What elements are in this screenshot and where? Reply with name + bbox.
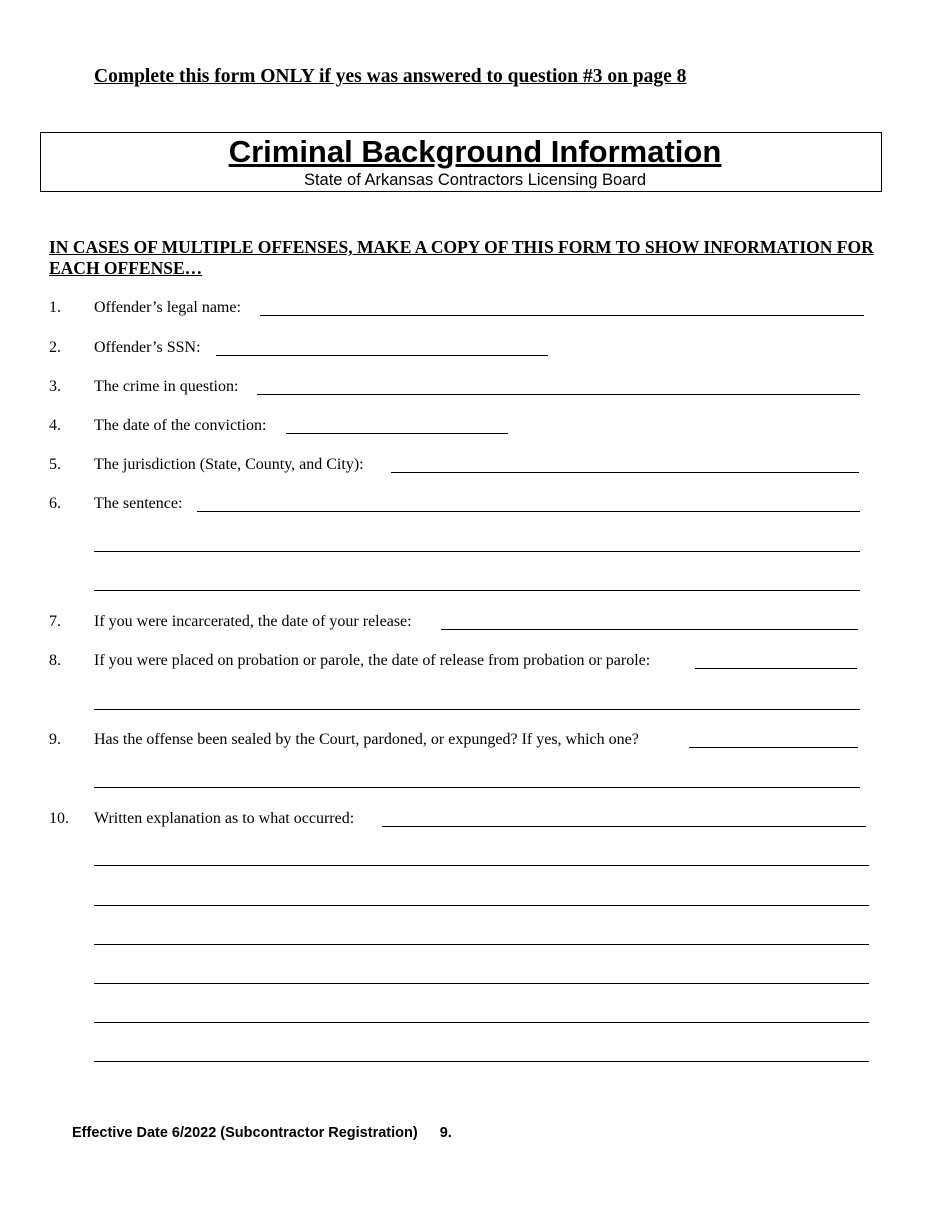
legal-name-field[interactable] (260, 315, 864, 316)
question-number: 10. (49, 810, 69, 827)
form-title: Criminal Background Information (228, 134, 722, 169)
explanation-field-line[interactable] (94, 1022, 869, 1023)
explanation-field-line[interactable] (94, 1061, 869, 1062)
question-number: 6. (49, 495, 61, 512)
probation-release-date-field[interactable] (695, 668, 857, 669)
question-number: 4. (49, 417, 61, 434)
form-instruction: Complete this form ONLY if yes was answered to question #3 on page 8 (94, 66, 687, 87)
question-number: 9. (49, 731, 61, 748)
sentence-field-line[interactable] (94, 590, 860, 591)
sealed-offense-field[interactable] (689, 747, 858, 748)
page-footer (72, 1125, 452, 1141)
effective-date: Effective Date 6/2022 (Subcontractor Registration) (72, 1125, 418, 1141)
form-subtitle: State of Arkansas Contractors Licensing Board (303, 171, 647, 189)
question-label: Offender’s legal name: (94, 299, 241, 316)
question-label: If you were incarcerated, the date of your release: (94, 613, 412, 630)
explanation-field-line[interactable] (94, 865, 869, 866)
jurisdiction-field[interactable] (391, 472, 859, 473)
question-number: 5. (49, 456, 61, 473)
question-label: The sentence: (94, 495, 183, 512)
question-label: Offender’s SSN: (94, 339, 201, 356)
question-number: 8. (49, 652, 61, 669)
question-label: The jurisdiction (State, County, and City): (94, 456, 364, 473)
sentence-field[interactable] (197, 511, 860, 512)
question-label: Has the offense been sealed by the Court, pardoned, or expunged? If yes, which one? (94, 731, 639, 748)
conviction-date-field[interactable] (286, 433, 508, 434)
multiple-offenses-notice: IN CASES OF MULTIPLE OFFENSES, MAKE A COPY OF THIS FORM TO SHOW INFORMATION FOR EACH OFFENSE… (49, 237, 874, 278)
crime-field[interactable] (257, 394, 860, 395)
explanation-field[interactable] (382, 826, 866, 827)
question-number: 7. (49, 613, 61, 630)
release-date-field[interactable] (441, 629, 858, 630)
question-number: 1. (49, 299, 61, 316)
explanation-field-line[interactable] (94, 944, 869, 945)
sealed-offense-field-line[interactable] (94, 787, 860, 788)
question-label: Written explanation as to what occurred: (94, 810, 355, 827)
sentence-field-line[interactable] (94, 551, 860, 552)
question-number: 2. (49, 339, 61, 356)
probation-field-line[interactable] (94, 709, 860, 710)
ssn-field[interactable] (216, 355, 548, 356)
explanation-field-line[interactable] (94, 983, 869, 984)
question-label: The date of the conviction: (94, 417, 267, 434)
question-label: The crime in question: (94, 378, 239, 395)
question-label: If you were placed on probation or parole, the date of release from probation or parole: (94, 652, 651, 669)
page-number: 9. (439, 1125, 452, 1141)
explanation-field-line[interactable] (94, 905, 869, 906)
question-number: 3. (49, 378, 61, 395)
